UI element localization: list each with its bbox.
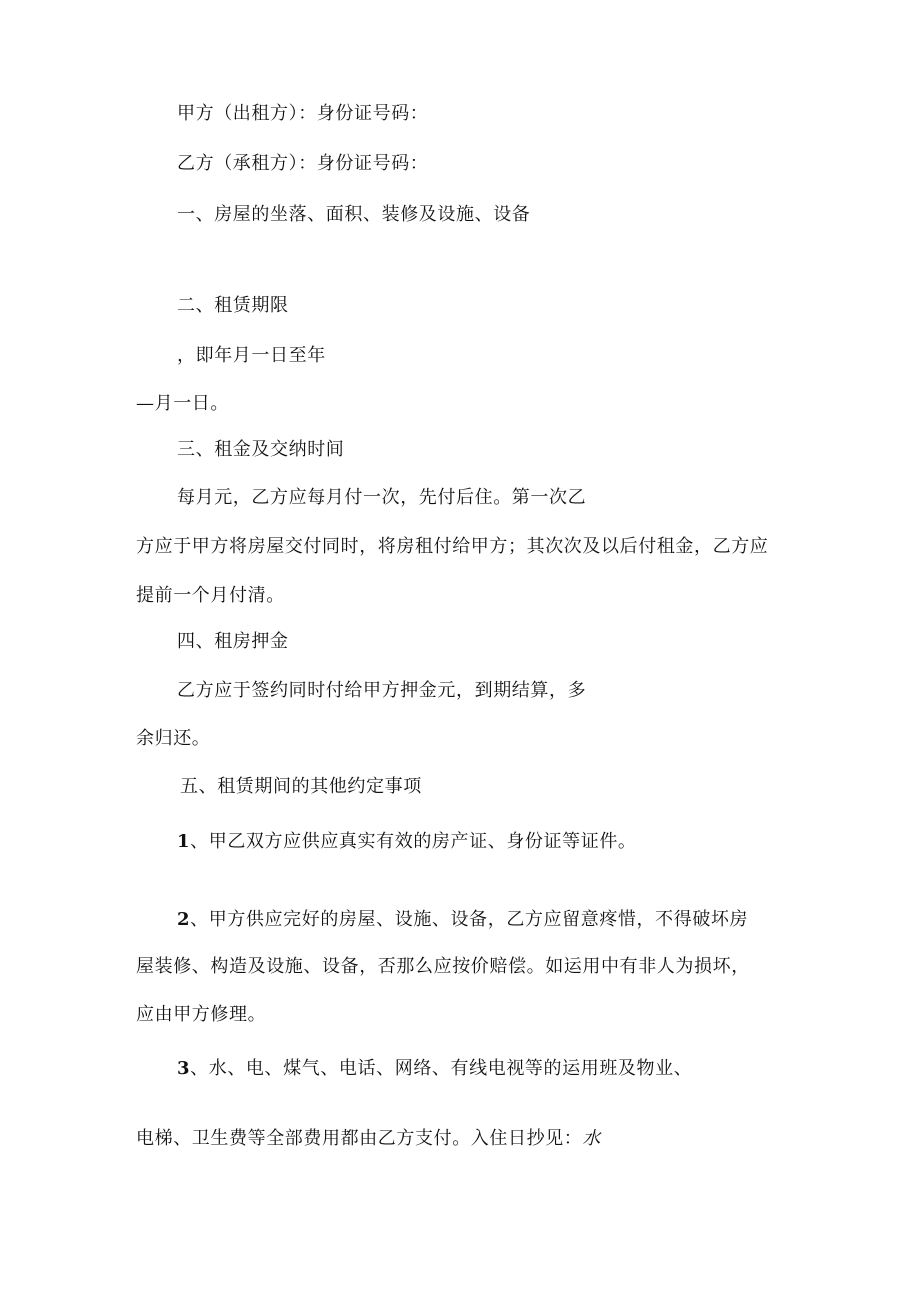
section3-line2: 方应于甲方将房屋交付同时，将房租付给甲方；其次次及以后付租金，乙方应 — [136, 536, 769, 557]
section3-line1: 每月元，乙方应每月付一次，先付后住。第一次乙 — [177, 487, 587, 508]
section2-title: 二、租赁期限 — [177, 295, 289, 316]
section1-title: 一、房屋的坐落、面积、装修及设施、设备 — [177, 204, 531, 225]
section2-line1: ，即年月一日至年 — [177, 345, 326, 366]
item3-line2-italic: 水 — [582, 1128, 602, 1149]
section3-title: 三、租金及交纳时间 — [177, 439, 345, 460]
item2-number: 2 — [177, 909, 191, 930]
section3-line3: 提前一个月付清。 — [136, 585, 285, 606]
item3-text: 、水、电、煤气、电话、网络、有线电视等的运用班及物业、 — [190, 1058, 693, 1079]
item2-line2: 屋装修、构造及设施、设备，否那么应按价赔偿。如运用中有非人为损坏， — [136, 956, 750, 977]
section4-title: 四、租房押金 — [177, 631, 289, 652]
item2-line3: 应由甲方修理。 — [136, 1004, 267, 1025]
section4-line2: 余归还。 — [136, 728, 211, 749]
item1-number: 1 — [177, 831, 191, 852]
item2-line1 — [177, 908, 748, 932]
section2-line2: —月一日。 — [136, 393, 229, 414]
party-b-line: 乙方（承租方）：身份证号码： — [177, 153, 429, 174]
section4-line1: 乙方应于签约同时付给甲方押金元，到期结算，多 — [177, 680, 587, 701]
item3-line2-text: 电梯、卫生费等全部费用都由乙方支付。入住日抄见： — [136, 1128, 583, 1149]
item3-line2 — [136, 1127, 601, 1151]
item3-number: 3 — [177, 1058, 191, 1079]
item2-text: 、甲方供应完好的房屋、设施、设备，乙方应留意疼惜，不得破坏房 — [190, 909, 749, 930]
item1-line — [177, 830, 637, 854]
item1-text: 、甲乙双方应供应真实有效的房产证、身份证等证件。 — [190, 831, 637, 852]
party-a-line: 甲方（出租方）：身份证号码： — [177, 103, 429, 124]
section5-title: 五、租赁期间的其他约定事项 — [180, 776, 422, 797]
item3-line1 — [177, 1057, 692, 1081]
